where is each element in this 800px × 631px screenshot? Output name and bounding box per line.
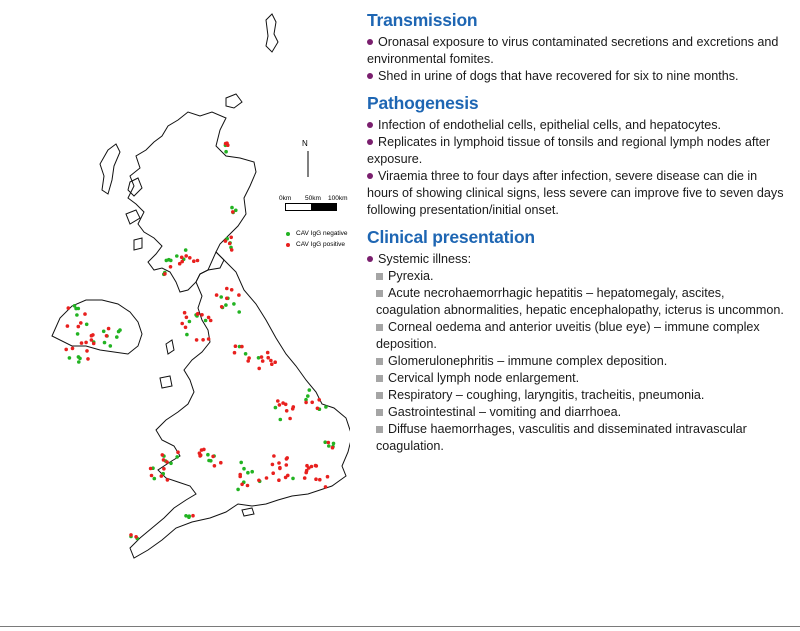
negative-sample-dot [224, 150, 228, 154]
negative-sample-dot [185, 333, 189, 337]
positive-sample-dot [285, 456, 289, 460]
positive-sample-dot [305, 469, 309, 473]
positive-sample-dot [224, 239, 228, 243]
positive-sample-dot [316, 407, 320, 411]
negative-sample-dot [291, 477, 295, 481]
uk-map [30, 0, 350, 600]
negative-sample-dot [73, 304, 77, 308]
negative-sample-dot [323, 440, 327, 444]
positive-sample-dot [196, 259, 200, 263]
positive-sample-dot [162, 467, 166, 471]
bullet-icon [367, 122, 373, 128]
negative-sample-dot [279, 418, 283, 422]
positive-sample-dot [209, 319, 213, 323]
positive-sample-dot [292, 405, 296, 409]
negative-sample-dot [102, 330, 106, 334]
negative-sample-dot [204, 319, 208, 323]
positive-sample-dot [134, 535, 138, 539]
positive-sample-dot [285, 463, 289, 467]
positive-sample-dot [238, 475, 242, 479]
pathogenesis-section [367, 93, 792, 219]
negative-sample-dot [187, 515, 191, 519]
positive-sample-dot [150, 474, 154, 478]
transmission-section [367, 10, 792, 85]
negative-sample-dot [206, 453, 210, 457]
positive-dot-icon [286, 243, 290, 247]
positive-sample-dot [201, 338, 205, 342]
positive-sample-dot [220, 305, 224, 309]
bullet-icon [367, 173, 373, 179]
positive-sample-dot [195, 338, 199, 342]
negative-sample-dot [77, 360, 81, 364]
negative-sample-dot [77, 355, 81, 359]
legend-positive: CAV IgG positive [286, 239, 348, 250]
positive-sample-dot [288, 417, 292, 421]
positive-sample-dot [240, 345, 244, 349]
positive-sample-dot [314, 464, 318, 468]
clinical-item: Corneal oedema and anterior uveitis (blue eye) – immune complex deposition. [376, 320, 760, 351]
positive-sample-dot [91, 333, 95, 337]
transmission-item: Oronasal exposure to virus contaminated secretions and excretions and environmental fomites. [367, 35, 779, 66]
positive-sample-dot [166, 478, 170, 482]
positive-sample-dot [278, 467, 282, 471]
clinical-item: Pyrexia. [376, 268, 792, 285]
positive-sample-dot [71, 347, 75, 351]
positive-sample-dot [230, 248, 234, 252]
positive-sample-dot [331, 446, 335, 450]
positive-sample-dot [304, 401, 308, 405]
positive-sample-dot [207, 316, 211, 320]
negative-sample-dot [77, 307, 81, 311]
positive-sample-dot [284, 476, 288, 480]
negative-sample-dot [308, 388, 312, 392]
negative-sample-dot [85, 323, 89, 327]
scotland-outline [128, 112, 256, 292]
clinical-item: Acute necrohaemorrhagic hepatitis – hepatomegaly, ascites, coagulation abnormalities, hepatic encephalopathy, icterus is uncommon. [376, 286, 784, 317]
positive-sample-dot [317, 398, 321, 402]
negative-sample-dot [306, 394, 310, 398]
scale-label-100: 100km [328, 195, 348, 202]
bullet-icon [367, 39, 373, 45]
positive-sample-dot [176, 450, 180, 454]
positive-sample-dot [310, 401, 314, 405]
negative-sample-dot [109, 344, 113, 348]
positive-sample-dot [86, 357, 90, 361]
positive-sample-dot [240, 483, 244, 487]
positive-sample-dot [90, 338, 94, 342]
negative-sample-dot [167, 258, 171, 262]
positive-sample-dot [225, 287, 229, 291]
negative-sample-dot [224, 303, 228, 307]
positive-sample-dot [278, 403, 282, 407]
positive-sample-dot [211, 455, 215, 459]
bottom-rule [0, 626, 800, 627]
positive-sample-dot [207, 337, 211, 341]
scale-bar [285, 203, 337, 211]
square-bullet-icon [376, 324, 383, 331]
positive-sample-dot [213, 464, 217, 468]
clinical-item: Glomerulonephritis – immune complex deposition. [376, 353, 792, 370]
northern-ireland-outline [52, 300, 142, 354]
positive-sample-dot [192, 259, 196, 263]
pathogenesis-heading: Pathogenesis [367, 93, 479, 113]
positive-sample-dot [184, 326, 188, 330]
mull-outline [126, 210, 140, 224]
positive-sample-dot [270, 362, 274, 366]
positive-sample-dot [247, 356, 251, 360]
positive-sample-dot [277, 461, 281, 465]
positive-sample-dot [191, 514, 195, 518]
bullet-icon [367, 256, 373, 262]
scale-label-50: 50km [305, 195, 321, 202]
isle-of-man-outline [166, 340, 174, 354]
negative-sample-dot [327, 444, 331, 448]
north-arrow-label: N [302, 139, 308, 148]
positive-sample-dot [129, 533, 133, 537]
islay-outline [134, 238, 142, 250]
positive-sample-dot [219, 461, 223, 465]
negative-sample-dot [232, 302, 236, 306]
positive-sample-dot [149, 467, 153, 471]
positive-sample-dot [183, 311, 187, 315]
positive-sample-dot [180, 322, 184, 326]
positive-sample-dot [272, 454, 276, 458]
scale-label-0: 0km [279, 195, 292, 202]
negative-sample-dot [242, 467, 246, 471]
positive-sample-dot [200, 313, 204, 317]
north-arrow-icon [304, 149, 312, 179]
negative-sample-dot [230, 206, 234, 210]
positive-sample-dot [233, 351, 237, 355]
square-bullet-icon [376, 426, 383, 433]
positive-sample-dot [230, 288, 234, 292]
pathogenesis-item: Replicates in lymphoid tissue of tonsils and regional lymph nodes after exposure. [367, 135, 771, 166]
positive-sample-dot [160, 474, 164, 478]
positive-sample-dot [180, 260, 184, 264]
clinical-item: Cervical lymph node enlargement. [376, 370, 792, 387]
positive-sample-dot [310, 465, 314, 469]
transmission-heading: Transmission [367, 10, 478, 30]
negative-sample-dot [103, 341, 107, 345]
positive-sample-dot [246, 484, 250, 488]
negative-sample-dot [274, 406, 278, 410]
positive-sample-dot [271, 471, 275, 475]
positive-sample-dot [237, 293, 241, 297]
isle-of-wight-outline [242, 508, 254, 516]
positive-sample-dot [92, 342, 96, 346]
square-bullet-icon [376, 409, 383, 416]
negative-sample-dot [118, 328, 122, 332]
negative-sample-dot [75, 313, 79, 317]
negative-dot-icon [286, 232, 290, 236]
negative-sample-dot [76, 332, 80, 336]
positive-sample-dot [77, 325, 81, 329]
negative-sample-dot [175, 455, 179, 459]
positive-sample-dot [200, 448, 204, 452]
negative-sample-dot [68, 356, 72, 360]
negative-sample-dot [175, 254, 179, 258]
pathogenesis-item: Infection of endothelial cells, epithelial cells, and hepatocytes. [367, 117, 792, 134]
positive-sample-dot [265, 476, 269, 480]
positive-sample-dot [188, 256, 192, 260]
positive-sample-dot [269, 359, 273, 363]
positive-sample-dot [105, 334, 109, 338]
positive-sample-dot [303, 476, 307, 480]
clinical-lead: Systemic illness: [367, 251, 792, 268]
positive-sample-dot [165, 460, 169, 464]
positive-sample-dot [79, 321, 83, 325]
positive-sample-dot [326, 475, 330, 479]
positive-sample-dot [231, 210, 235, 214]
legend-negative: CAV IgG negative [286, 228, 348, 239]
positive-sample-dot [67, 306, 71, 310]
positive-sample-dot [225, 297, 229, 301]
positive-sample-dot [318, 478, 322, 482]
positive-sample-dot [180, 255, 184, 259]
positive-sample-dot [276, 399, 280, 403]
positive-sample-dot [83, 312, 87, 316]
clinical-section [367, 227, 792, 455]
square-bullet-icon [376, 375, 383, 382]
shetland-outline [266, 14, 278, 52]
positive-sample-dot [273, 360, 277, 364]
positive-sample-dot [234, 344, 238, 348]
negative-sample-dot [257, 356, 261, 360]
orkney-outline [226, 94, 242, 108]
bullet-icon [367, 73, 373, 79]
positive-sample-dot [324, 485, 328, 489]
positive-sample-dot [66, 324, 70, 328]
negative-sample-dot [169, 462, 173, 466]
positive-sample-dot [257, 479, 261, 483]
negative-sample-dot [244, 352, 248, 356]
positive-sample-dot [169, 265, 173, 269]
positive-sample-dot [85, 349, 89, 353]
positive-sample-dot [184, 254, 188, 258]
bullet-icon [367, 139, 373, 145]
positive-sample-dot [185, 316, 189, 320]
positive-sample-dot [266, 351, 270, 355]
positive-sample-dot [305, 464, 309, 468]
positive-sample-dot [215, 293, 219, 297]
positive-sample-dot [266, 356, 270, 360]
negative-sample-dot [246, 471, 250, 475]
positive-sample-dot [257, 367, 261, 371]
positive-sample-dot [327, 441, 331, 445]
positive-sample-dot [285, 409, 289, 413]
negative-sample-dot [250, 470, 254, 474]
positive-sample-dot [196, 312, 200, 316]
map-legend [286, 228, 348, 250]
positive-sample-dot [199, 453, 203, 457]
positive-sample-dot [107, 327, 111, 331]
negative-sample-dot [184, 248, 188, 252]
positive-sample-dot [314, 477, 318, 481]
negative-sample-dot [324, 405, 328, 409]
negative-sample-dot [332, 442, 336, 446]
negative-sample-dot [236, 488, 240, 492]
clinical-item: Respiratory – coughing, laryngitis, tracheitis, pneumonia. [376, 387, 792, 404]
hebrides-outline [100, 144, 120, 194]
negative-sample-dot [237, 310, 241, 314]
square-bullet-icon [376, 392, 383, 399]
positive-sample-dot [84, 341, 88, 345]
negative-sample-dot [219, 295, 223, 299]
positive-sample-dot [284, 403, 288, 407]
negative-sample-dot [207, 459, 211, 463]
positive-sample-dot [80, 341, 84, 345]
transmission-item: Shed in urine of dogs that have recovered for six to nine months. [367, 68, 792, 85]
negative-sample-dot [239, 461, 243, 465]
positive-sample-dot [161, 453, 165, 457]
positive-sample-dot [277, 478, 281, 482]
clinical-item: Diffuse haemorrhages, vasculitis and disseminated intravascular coagulation. [376, 422, 747, 453]
negative-sample-dot [188, 320, 192, 324]
positive-sample-dot [163, 272, 167, 276]
positive-sample-dot [64, 348, 68, 352]
pathogenesis-item: Viraemia three to four days after infection, severe disease can die in hours of showing clinical signs, less severe can improve five to seven days following presentation/initial onset. [367, 169, 784, 217]
positive-sample-dot [228, 242, 232, 246]
map-svg [30, 0, 350, 600]
clinical-heading: Clinical presentation [367, 227, 535, 247]
negative-sample-dot [115, 335, 119, 339]
positive-sample-dot [271, 463, 275, 467]
positive-sample-dot [224, 142, 228, 146]
square-bullet-icon [376, 358, 383, 365]
positive-sample-dot [261, 359, 265, 363]
england-wales-outline [130, 252, 350, 558]
clinical-item: Gastrointestinal – vomiting and diarrhoea. [376, 404, 792, 421]
square-bullet-icon [376, 290, 383, 297]
square-bullet-icon [376, 273, 383, 280]
anglesey-outline [160, 376, 172, 388]
text-column [367, 10, 792, 463]
negative-sample-dot [153, 477, 157, 481]
positive-sample-dot [229, 236, 233, 240]
positive-sample-dot [162, 458, 166, 462]
positive-sample-dot [260, 355, 264, 359]
